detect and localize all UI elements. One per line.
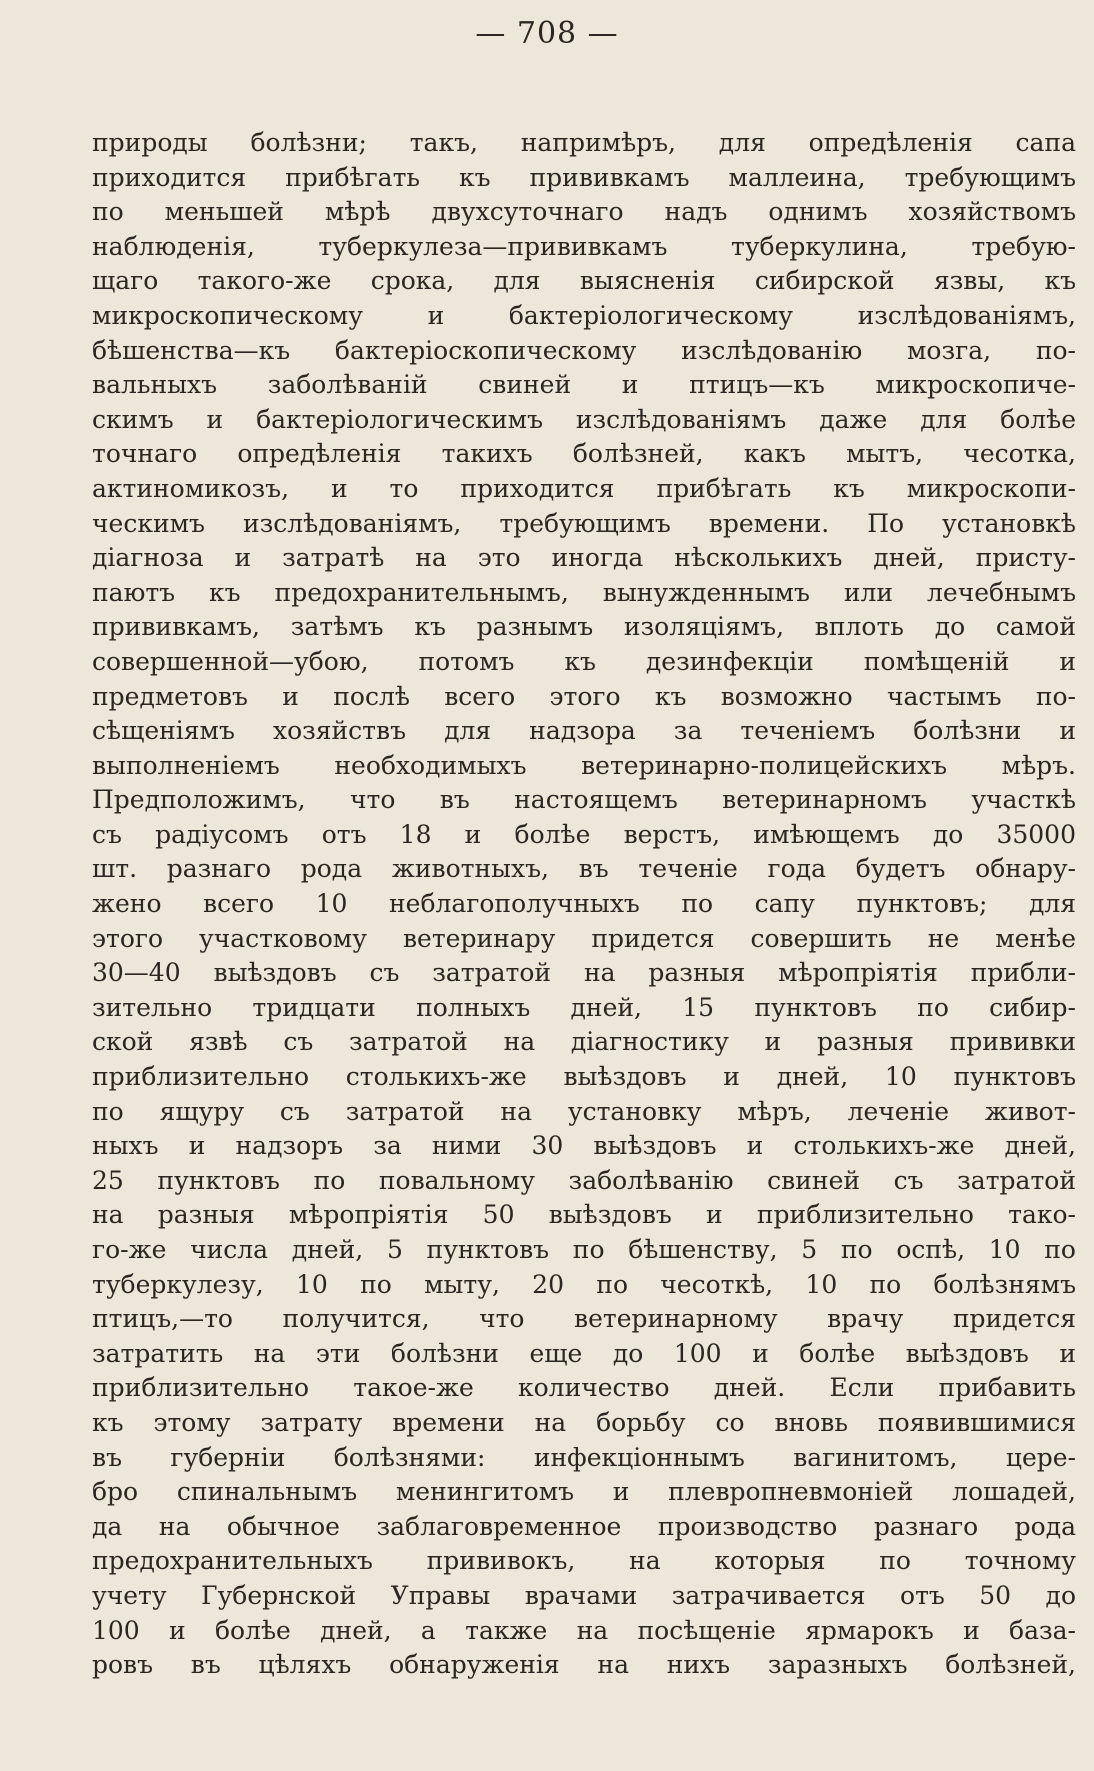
text-line: актиномикозъ, и то приходится прибѣгать къ микроскопи- bbox=[92, 473, 1076, 503]
text-line: въ губерніи болѣзнями: инфекціоннымъ вагинитомъ, цере- bbox=[92, 1442, 1076, 1472]
text-line: микроскопическому и бактеріологическому изслѣдованіямъ, bbox=[92, 300, 1076, 330]
text-line: къ этому затрату времени на борьбу со вновь появившимися bbox=[92, 1407, 1076, 1437]
page-number: — 708 — bbox=[475, 16, 619, 51]
text-line: паютъ къ предохранительнымъ, вынужденнымъ или лечебнымъ bbox=[92, 577, 1076, 607]
text-line: 100 и болѣе дней, а также на посѣщеніе ярмарокъ и база- bbox=[92, 1615, 1076, 1645]
text-line: діагноза и затратѣ на это иногда нѣсколькихъ дней, присту- bbox=[92, 543, 1076, 573]
text-line: ныхъ и надзоръ за ними 30 выѣздовъ и столькихъ-же дней, bbox=[92, 1131, 1076, 1161]
text-line: этого участковому ветеринару придется совершить не менѣе bbox=[92, 923, 1076, 953]
text-line: приходится прибѣгать къ прививкамъ маллеина, требующимъ bbox=[92, 162, 1076, 192]
text-line: предохранительныхъ прививокъ, на которыя по точному bbox=[92, 1546, 1076, 1576]
text-line: бро спинальнымъ менингитомъ и плевропневмоніей лошадей, bbox=[92, 1477, 1076, 1507]
text-line: жено всего 10 неблагополучныхъ по сапу пунктовъ; для bbox=[92, 889, 1076, 919]
text-line: да на обычное заблаговременное производство разнаго рода bbox=[92, 1511, 1076, 1541]
text-line: го-же числа дней, 5 пунктовъ по бѣшенству, 5 по оспѣ, 10 по bbox=[92, 1235, 1076, 1264]
text-line: совершенной—убою, потомъ къ дезинфекціи помѣщеній и bbox=[92, 646, 1076, 676]
text-line: ровъ въ цѣляхъ обнаруженія на нихъ заразныхъ болѣзней, bbox=[92, 1650, 1076, 1680]
text-line: точнаго опредѣленія такихъ болѣзней, какъ мытъ, чесотка, bbox=[92, 439, 1076, 469]
text-line: приблизительно столькихъ-же выѣздовъ и дней, 10 пунктовъ bbox=[92, 1062, 1076, 1092]
text-line: туберкулезу, 10 по мыту, 20 по чесоткѣ, 10 по болѣзнямъ bbox=[92, 1269, 1076, 1299]
text-line: зительно тридцати полныхъ дней, 15 пунктовъ по сибир- bbox=[92, 992, 1076, 1022]
text-line: 30—40 выѣздовъ съ затратой на разныя мѣропріятія прибли- bbox=[92, 958, 1076, 988]
text-line: затратить на эти болѣзни еще до 100 и болѣе выѣздовъ и bbox=[92, 1338, 1076, 1368]
text-line: по ящуру съ затратой на установку мѣръ, леченіе живот- bbox=[92, 1096, 1076, 1126]
text-line: 25 пунктовъ по повальному заболѣванію свиней съ затратой bbox=[92, 1165, 1076, 1195]
text-line: выполненіемъ необходимыхъ ветеринарно-полицейскихъ мѣръ. bbox=[92, 750, 1076, 780]
text-line: птицъ,—то получится, что ветеринарному врачу придется bbox=[92, 1304, 1076, 1334]
text-line: по меньшей мѣрѣ двухсуточнаго надъ однимъ хозяйствомъ bbox=[92, 197, 1076, 227]
text-line: шт. разнаго рода животныхъ, въ теченіе года будетъ обнару- bbox=[92, 854, 1076, 884]
text-line: съ радіусомъ отъ 18 и болѣе верстъ, имѣющемъ до 35000 bbox=[92, 819, 1076, 849]
text-line: щаго такого-же срока, для выясненія сибирской язвы, къ bbox=[92, 266, 1076, 296]
text-line: на разныя мѣропріятія 50 выѣздовъ и приблизительно тако- bbox=[92, 1200, 1076, 1230]
text-line: бѣшенства—къ бактеріоскопическому изслѣдованію мозга, по- bbox=[92, 335, 1076, 365]
text-line: ской язвѣ съ затратой на діагностику и разныя прививки bbox=[92, 1027, 1076, 1057]
text-line: учету Губернской Управы врачами затрачивается отъ 50 до bbox=[92, 1580, 1076, 1610]
text-line: прививкамъ, затѣмъ къ разнымъ изоляціямъ, вплоть до самой bbox=[92, 612, 1076, 642]
text-line: природы болѣзни; такъ, напримѣръ, для опредѣленія сапа bbox=[92, 128, 1076, 157]
text-line: сѣщеніямъ хозяйствъ для надзора за теченіемъ болѣзни и bbox=[92, 716, 1076, 746]
text-line: предметовъ и послѣ всего этого къ возможно частымъ по- bbox=[92, 681, 1076, 711]
text-line: приблизительно такое-же количество дней. Если прибавить bbox=[92, 1373, 1076, 1403]
text-line: скимъ и бактеріологическимъ изслѣдованіямъ даже для болѣе bbox=[92, 404, 1076, 434]
body-text bbox=[92, 126, 1076, 1683]
text-line: вальныхъ заболѣваній свиней и птицъ—къ микроскопиче- bbox=[92, 370, 1076, 400]
text-line: наблюденія, туберкулеза—прививкамъ туберкулина, требую- bbox=[92, 231, 1076, 261]
text-line: ческимъ изслѣдованіямъ, требующимъ времени. По установкѣ bbox=[92, 508, 1076, 538]
text-line: Предположимъ, что въ настоящемъ ветеринарномъ участкѣ bbox=[92, 785, 1076, 815]
